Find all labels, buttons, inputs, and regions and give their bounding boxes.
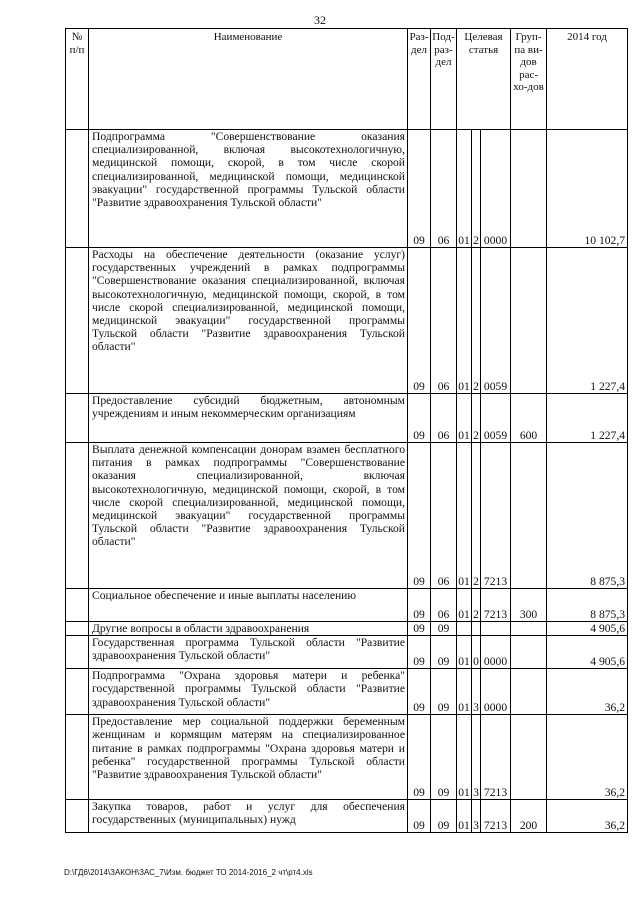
- row-razdel: 09: [408, 800, 431, 833]
- row-target-subprogram: 3: [472, 669, 481, 715]
- row-expense-type: 200: [511, 800, 547, 833]
- table-row: [66, 800, 628, 833]
- row-target-direction: 7213: [481, 800, 511, 833]
- row-name: Социальное обеспечение и иные выплаты населению: [89, 589, 408, 622]
- row-name: Расходы на обеспечение деятельности (оказание услуг) государственных учреждений в рамках подпрограммы "Совершенствование оказания специализированной, включая высокотехнологичную, медицинской помощи, скорой, в том числе скорой специализированной, медицинской помощи, медицинской эвакуации" государственной программы Тульской области "Развитие здравоохранения Тульской области": [89, 248, 408, 394]
- row-name: Предоставление мер социальной поддержки беременным женщинам и кормящим матерям на специализированное питание в рамках подпрограммы "Охрана здоровья матери и ребенка" государственной программы Тульской области "Развитие здравоохранения Тульской области": [89, 715, 408, 800]
- row-amount: 4 905,6: [547, 636, 628, 669]
- row-name: Подпрограмма "Охрана здоровья матери и ребенка" государственной программы Тульской области "Развитие здравоохранения Тульской области": [89, 669, 408, 715]
- row-target-subprogram: 0: [472, 636, 481, 669]
- header-target-article: Целевая статья: [457, 29, 511, 130]
- file-path-footer: D:\ГД6\2014\ЗАКОН\ЗАС_7\Изм. бюджет ТО 2014-2016_2 чт\рт4.xls: [64, 868, 313, 877]
- row-target-subprogram: 2: [472, 248, 481, 394]
- row-name: Предоставление субсидий бюджетным, автономным учреждениям и иным некоммерческим организациям: [89, 394, 408, 443]
- row-num: [66, 443, 89, 589]
- header-podrazdel: Под-раз-дел: [431, 29, 457, 130]
- row-num: [66, 715, 89, 800]
- row-name: Выплата денежной компенсации донорам взамен бесплатного питания в рамках подпрограммы "Совершенствование оказания специализированной, включая высокотехнологичную, медицинской помощи, скорой, в том числе скорой специализированной, медицинской помощи, медицинской эвакуации" государственной программы Тульской области "Развитие здравоохранения Тульской области": [89, 443, 408, 589]
- row-podrazdel: 09: [431, 715, 457, 800]
- page-number: 32: [314, 13, 326, 27]
- row-podrazdel: 09: [431, 636, 457, 669]
- row-target-direction: 0000: [481, 130, 511, 248]
- row-target-program: 01: [457, 130, 472, 248]
- row-podrazdel: 06: [431, 443, 457, 589]
- row-target-direction: 0000: [481, 636, 511, 669]
- table-row: [66, 248, 628, 394]
- row-podrazdel: 06: [431, 394, 457, 443]
- row-amount: 4 905,6: [547, 622, 628, 636]
- table-row: [66, 443, 628, 589]
- row-name: Государственная программа Тульской области "Развитие здравоохранения Тульской области": [89, 636, 408, 669]
- row-razdel: 09: [408, 622, 431, 636]
- row-razdel: 09: [408, 248, 431, 394]
- table-row: [66, 715, 628, 800]
- table-row: [66, 669, 628, 715]
- row-target-subprogram: 3: [472, 800, 481, 833]
- row-expense-type: 300: [511, 589, 547, 622]
- row-razdel: 09: [408, 636, 431, 669]
- row-num: [66, 622, 89, 636]
- row-target-program: 01: [457, 715, 472, 800]
- row-target-program: 01: [457, 636, 472, 669]
- row-podrazdel: 09: [431, 622, 457, 636]
- row-razdel: 09: [408, 443, 431, 589]
- table-row: [66, 394, 628, 443]
- row-expense-type: [511, 715, 547, 800]
- row-amount: 36,2: [547, 800, 628, 833]
- row-num: [66, 248, 89, 394]
- header-num: № п/п: [66, 29, 89, 130]
- row-num: [66, 636, 89, 669]
- row-podrazdel: 06: [431, 248, 457, 394]
- row-name: Другие вопросы в области здравоохранения: [89, 622, 408, 636]
- header-name: Наименование: [89, 29, 408, 130]
- row-razdel: 09: [408, 669, 431, 715]
- row-target-program: 01: [457, 669, 472, 715]
- table-row: [66, 636, 628, 669]
- row-razdel: 09: [408, 589, 431, 622]
- row-expense-type: [511, 622, 547, 636]
- row-target-direction: [481, 622, 511, 636]
- header-year-2014: 2014 год: [547, 29, 628, 130]
- row-target-direction: 7213: [481, 715, 511, 800]
- table-row: [66, 589, 628, 622]
- row-amount: 1 227,4: [547, 394, 628, 443]
- row-target-subprogram: [472, 622, 481, 636]
- row-target-subprogram: 3: [472, 715, 481, 800]
- budget-table: [65, 28, 628, 833]
- row-target-subprogram: 2: [472, 589, 481, 622]
- row-target-direction: 7213: [481, 443, 511, 589]
- row-target-program: 01: [457, 589, 472, 622]
- row-expense-type: 600: [511, 394, 547, 443]
- row-amount: 36,2: [547, 715, 628, 800]
- row-num: [66, 800, 89, 833]
- header-expense-group: Груп-па ви-дов рас-хо-дов: [511, 29, 547, 130]
- row-num: [66, 130, 89, 248]
- row-target-subprogram: 2: [472, 394, 481, 443]
- row-target-program: 01: [457, 800, 472, 833]
- row-razdel: 09: [408, 715, 431, 800]
- row-razdel: 09: [408, 394, 431, 443]
- row-name: Подпрограмма "Совершенствование оказания специализированной, включая высокотехнологичную, медицинской помощи, скорой, в том числе скорой специализированной, медицинской помощи, медицинской эвакуации" государственной программы Тульской области "Развитие здравоохранения Тульской области": [89, 130, 408, 248]
- row-name: Закупка товаров, работ и услуг для обеспечения государственных (муниципальных) нужд: [89, 800, 408, 833]
- row-num: [66, 669, 89, 715]
- row-target-direction: 0059: [481, 248, 511, 394]
- row-target-direction: 0000: [481, 669, 511, 715]
- row-target-direction: 0059: [481, 394, 511, 443]
- row-expense-type: [511, 130, 547, 248]
- row-num: [66, 589, 89, 622]
- row-target-direction: 7213: [481, 589, 511, 622]
- header-razdel: Раз-дел: [408, 29, 431, 130]
- row-target-subprogram: 2: [472, 130, 481, 248]
- row-amount: 8 875,3: [547, 443, 628, 589]
- row-podrazdel: 09: [431, 669, 457, 715]
- row-amount: 10 102,7: [547, 130, 628, 248]
- table-header-row: [66, 29, 628, 130]
- row-expense-type: [511, 443, 547, 589]
- row-num: [66, 394, 89, 443]
- row-podrazdel: 06: [431, 589, 457, 622]
- row-amount: 8 875,3: [547, 589, 628, 622]
- table-row: [66, 130, 628, 248]
- row-expense-type: [511, 669, 547, 715]
- row-expense-type: [511, 248, 547, 394]
- row-target-program: [457, 622, 472, 636]
- row-razdel: 09: [408, 130, 431, 248]
- row-podrazdel: 09: [431, 800, 457, 833]
- row-target-program: 01: [457, 248, 472, 394]
- row-expense-type: [511, 636, 547, 669]
- row-target-program: 01: [457, 394, 472, 443]
- row-amount: 36,2: [547, 669, 628, 715]
- row-amount: 1 227,4: [547, 248, 628, 394]
- table-row: [66, 622, 628, 636]
- row-podrazdel: 06: [431, 130, 457, 248]
- row-target-subprogram: 2: [472, 443, 481, 589]
- row-target-program: 01: [457, 443, 472, 589]
